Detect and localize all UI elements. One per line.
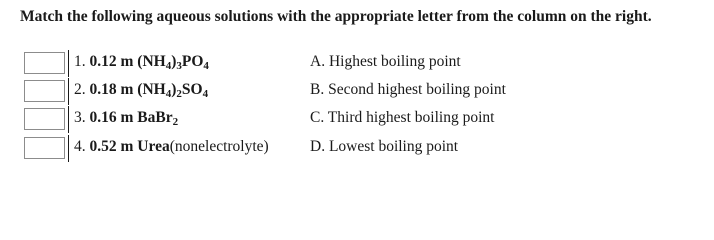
choice-c: C. Third highest boiling point	[310, 109, 495, 126]
item-number: 1.	[74, 53, 86, 70]
solution-formula: 0.52 m Urea	[89, 138, 170, 155]
answer-input-3[interactable]	[24, 108, 65, 130]
solution-item-2	[74, 81, 208, 99]
row-divider	[68, 50, 69, 77]
answer-input-2[interactable]	[24, 80, 65, 102]
solution-item-4	[74, 138, 269, 156]
row-divider	[68, 135, 69, 162]
match-row-1	[24, 52, 704, 80]
choice-a: A. Highest boiling point	[310, 53, 461, 70]
answer-input-1[interactable]	[24, 52, 65, 74]
match-row-3	[24, 108, 704, 136]
row-divider	[68, 106, 69, 133]
solution-item-1	[74, 53, 209, 71]
solution-formula: 0.18 m $(NH_4)_2SO_4$	[89, 81, 209, 100]
match-row-4	[24, 137, 704, 165]
item-number: 3.	[74, 109, 86, 126]
instructions-text: Match the following aqueous solutions with the appropriate letter from the column on the right.	[20, 8, 652, 25]
choice-d: D. Lowest boiling point	[310, 138, 459, 155]
row-divider	[68, 78, 69, 105]
item-number: 4.	[74, 138, 86, 155]
match-row-2	[24, 80, 704, 108]
answer-input-4[interactable]	[24, 137, 65, 159]
solution-item-3	[74, 109, 178, 127]
solution-formula: 0.12 m $(NH_4)_3PO_4$	[89, 53, 209, 72]
solution-note: (nonelectrolyte)	[169, 138, 269, 155]
solution-formula: 0.16 m BaBr$_2$	[89, 109, 179, 128]
item-number: 2.	[74, 81, 86, 98]
choice-b: B. Second highest boiling point	[310, 81, 506, 98]
